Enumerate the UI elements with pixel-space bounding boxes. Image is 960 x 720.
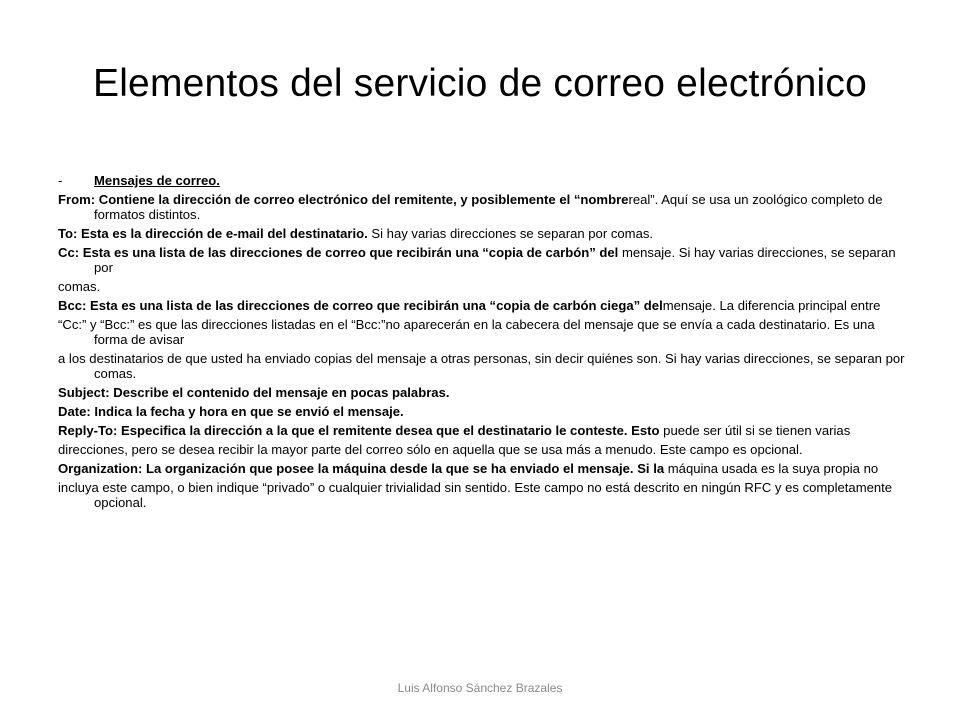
field-organization-rest: máquina usada es la suya propia no bbox=[664, 461, 879, 476]
field-bcc-continuation-1: “Cc:” y “Bcc:” es que las direcciones listadas en el “Bcc:”no aparecerán en la cabecera del mensaje que se envía a cada destinatario. Es una forma de avisar bbox=[58, 317, 875, 347]
field-bcc-continuation-2: a los destinatarios de que usted ha enviado copias del mensaje a otras personas, sin decir quiénes son. Si hay varias direcciones, se separan por comas. bbox=[58, 351, 905, 381]
field-from-rest: real”. Aquí se usa un zoológico completo de formatos distintos. bbox=[94, 192, 883, 222]
field-bcc-bold: Bcc: Esta es una lista de las direcciones de correo que recibirán una “copia de carbón ciega” del bbox=[58, 298, 663, 313]
field-organization-bold: Organization: La organización que posee la máquina desde la que se ha enviado el mensaje. Si la bbox=[58, 461, 665, 476]
field-to-bold: To: Esta es la dirección de e-mail del destinatario. bbox=[58, 226, 368, 241]
field-organization-continuation: incluya este campo, o bien indique “privado” o cualquier trivialidad sin sentido. Este campo no está descrito en ningún RFC y es completamente opcional. bbox=[58, 480, 893, 510]
field-from-bold: From: Contiene la dirección de correo electrónico del remitente, y posiblemente el “nombre bbox=[58, 192, 629, 207]
field-subject bbox=[58, 385, 908, 400]
field-organization bbox=[58, 461, 908, 476]
field-bcc-rest: mensaje. La diferencia principal entre bbox=[662, 298, 881, 313]
slide-footer: Luis Alfonso Sánchez Brazales bbox=[397, 681, 563, 695]
field-subject-bold: Subject: Describe el contenido del mensaje en pocas palabras. bbox=[58, 385, 450, 400]
slide-body bbox=[58, 173, 908, 514]
bullet-dash: - bbox=[58, 173, 63, 188]
field-replyto-rest: puede ser útil si se tienen varias bbox=[659, 423, 851, 438]
field-cc-bold: Cc: Esta es una lista de las direcciones de correo que recibirán una “copia de carbón” del bbox=[58, 245, 619, 260]
field-date-bold: Date: Indica la fecha y hora en que se envió el mensaje. bbox=[58, 404, 404, 419]
field-to-rest: Si hay varias direcciones se separan por comas. bbox=[367, 226, 654, 241]
field-cc bbox=[58, 245, 908, 275]
field-replyto-bold: Reply-To: Especifica la dirección a la que el remitente desea que el destinatario le conteste. Esto bbox=[58, 423, 660, 438]
field-cc-continuation: comas. bbox=[58, 279, 101, 294]
field-date bbox=[58, 404, 908, 419]
section-heading: Mensajes de correo. bbox=[94, 173, 220, 188]
field-replyto-continuation: direcciones, pero se desea recibir la mayor parte del correo sólo en aquella que se usa más a menudo. Este campo es opcional. bbox=[58, 442, 803, 457]
field-bcc bbox=[58, 298, 908, 313]
slide-title: Elementos del servicio de correo electrónico bbox=[92, 62, 867, 105]
field-cc-rest: mensaje. Si hay varias direcciones, se separan por bbox=[94, 245, 896, 275]
field-to bbox=[58, 226, 908, 241]
section-heading-line bbox=[58, 173, 908, 188]
field-replyto bbox=[58, 423, 908, 438]
field-from bbox=[58, 192, 908, 222]
